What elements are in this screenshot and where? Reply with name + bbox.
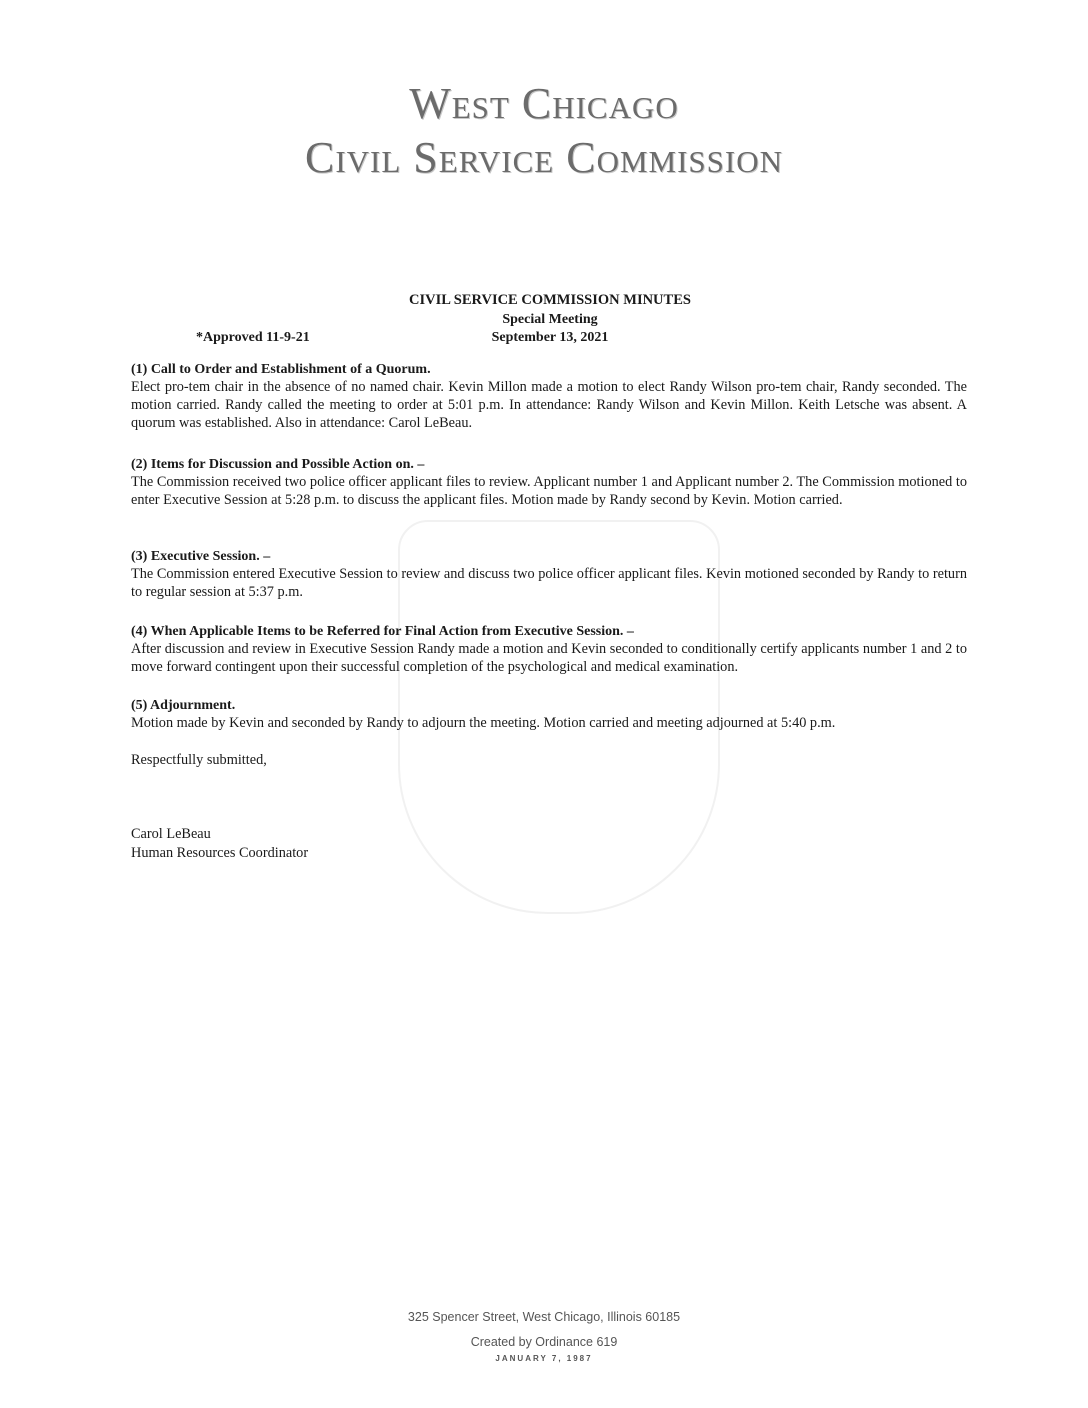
section-final-action [131, 624, 967, 676]
letterhead-line-1: West Chicago [409, 79, 679, 128]
section-body: The Commission received two police officer applicant files to review. Applicant number 1 and Applicant number 2. The Commission motioned to enter Executive Session at 5:28 p.m. to discuss the applicant files. Motion made by Randy second by Kevin. Motion carried. [131, 474, 967, 508]
meeting-type: Special Meeting [502, 312, 598, 327]
section-executive-session [131, 549, 967, 601]
footer-ordinance: Created by Ordinance 619 [470, 1335, 618, 1349]
section-body: The Commission entered Executive Session to review and discuss two police officer applicant files. Kevin motioned seconded by Randy to return to regular session at 5:37 p.m. [131, 566, 967, 600]
section-body: Motion made by Kevin and seconded by Randy to adjourn the meeting. Motion carried and meeting adjourned at 5:40 p.m. [131, 715, 836, 731]
section-items-for-discussion [131, 457, 967, 509]
section-adjournment [131, 698, 967, 732]
approved-note: *Approved 11-9-21 [196, 330, 310, 345]
section-body: Elect pro-tem chair in the absence of no named chair. Kevin Millon made a motion to elect Randy Wilson pro-tem chair, Randy seconded. The motion carried. Randy called the meeting to order at 5:01 p.m. In attendance: Randy Wilson and Kevin Millon. Keith Letsche was absent. A quorum was established. Also in attendance: Carol LeBeau. [131, 379, 967, 431]
footer-address: 325 Spencer Street, West Chicago, Illinois 60185 [407, 1310, 681, 1324]
signature-name: Carol LeBeau [131, 826, 211, 842]
section-title: (1) Call to Order and Establishment of a Quorum. [131, 362, 431, 377]
minutes-title: CIVIL SERVICE COMMISSION MINUTES [409, 292, 691, 308]
meeting-date: September 13, 2021 [491, 330, 609, 345]
signature-role: Human Resources Coordinator [131, 845, 309, 861]
closing-line: Respectfully submitted, [131, 752, 267, 768]
section-body: After discussion and review in Executive Session Randy made a motion and Kevin seconded to conditionally certify applicants number 1 and 2 to move forward contingent upon their successful completion of the psychological and medical examination. [131, 641, 967, 675]
section-call-to-order [131, 362, 967, 432]
section-title: (2) Items for Discussion and Possible Action on. – [131, 457, 425, 472]
section-title: (4) When Applicable Items to be Referred for Final Action from Executive Session. – [131, 624, 634, 639]
footer-ordinance-date: JANUARY 7, 1987 [495, 1354, 593, 1363]
section-title: (5) Adjournment. [131, 698, 236, 713]
letterhead-line-2: Civil Service Commission [304, 133, 783, 182]
section-title: (3) Executive Session. – [131, 549, 271, 564]
